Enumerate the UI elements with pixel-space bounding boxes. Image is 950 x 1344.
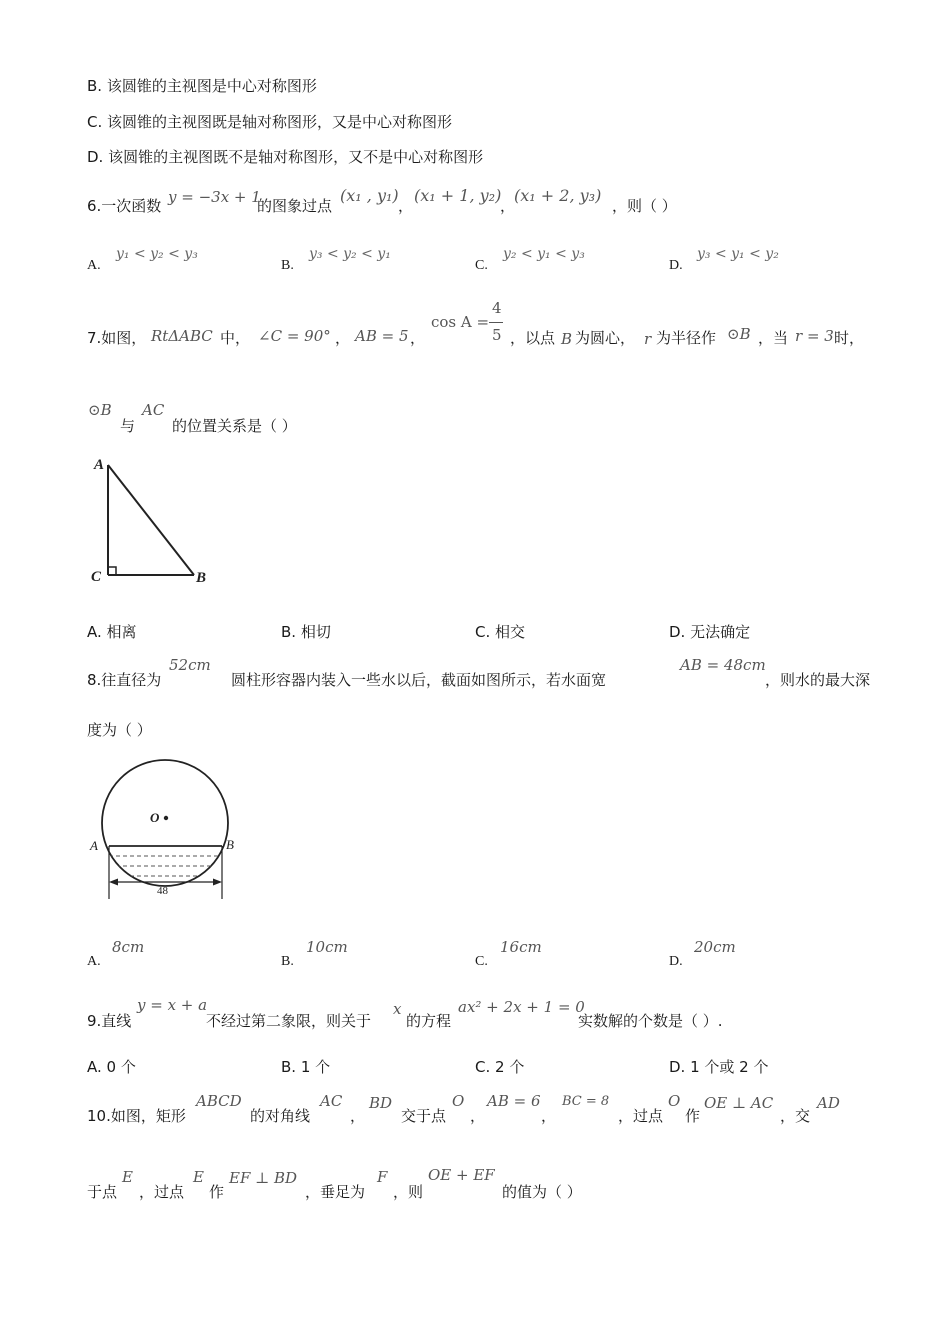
q10-ab-6: AB = 6 (487, 1092, 541, 1110)
q7-ac: AC (142, 401, 165, 419)
q6-comma-1: ， (398, 197, 414, 215)
q10-line2-a: 于点 (87, 1183, 118, 1201)
label-o: O (150, 810, 160, 825)
q9-equation: ax² + 2x + 1 = 0 (458, 998, 585, 1016)
container-circle (102, 760, 228, 886)
q9-mid: 不经过第二象限，则关于 (206, 1012, 372, 1030)
q7-prefix: 7.如图， (87, 329, 147, 347)
q7-r-equals-3: r = 3 (795, 327, 834, 345)
q9-option-b: B. 1 个 (281, 1058, 331, 1076)
q9-suffix: 实数解的个数是（ ）. (578, 1012, 723, 1030)
q10-line2-e: ，则 (393, 1183, 424, 1201)
q8-mid: 圆柱形容器内装入一些水以后，截面如图所示，若水面宽 (231, 671, 607, 689)
q10-text-4: ， (470, 1107, 486, 1125)
q10-bc-8: BC = 8 (562, 1094, 610, 1109)
q5-option-d: D. 该圆锥的主视图既不是轴对称图形，又不是中心对称图形 (87, 148, 484, 166)
q10-abcd: ABCD (196, 1092, 242, 1110)
q9-line: y = x + a (137, 996, 208, 1014)
q6-option-b-label: B. (281, 258, 294, 273)
center-point (164, 816, 168, 820)
q8-option-b-label: B. (281, 954, 294, 969)
label-a: A (90, 838, 98, 853)
q10-f: F (377, 1168, 388, 1186)
q10-oe-perp-ac: OE ⊥ AC (704, 1094, 774, 1112)
q7-question: 的位置关系是（ ） (172, 417, 297, 435)
q10-ac: AC (320, 1092, 343, 1110)
q8-option-a: 8cm (112, 938, 145, 956)
q7-cos: cos A = (431, 313, 490, 331)
q6-point-1: (x₁ , y₁) (340, 186, 399, 205)
q8-suffix: ，则水的最大深 (765, 671, 871, 689)
q8-option-d-label: D. (669, 954, 683, 969)
q8-circle-figure (82, 752, 242, 902)
q7-option-b: B. 相切 (281, 623, 331, 641)
q7-with: 与 (120, 417, 136, 435)
q8-prefix: 8.往直径为 (87, 671, 162, 689)
q8-option-b: 10cm (306, 938, 348, 956)
q10-text-7: 作 (685, 1107, 701, 1125)
q10-line2-c: 作 (209, 1183, 225, 1201)
q10-prefix: 10.如图，矩形 (87, 1107, 186, 1125)
q6-comma-2: ， (500, 197, 516, 215)
q10-text-5: ， (541, 1107, 557, 1125)
q7-triangle: RtΔABC (151, 327, 213, 345)
q7-text-7: ，当 (758, 329, 789, 347)
q6-function: y = −3x + 1 (168, 188, 261, 206)
width-label: 48 (157, 885, 168, 897)
q10-bd: BD (369, 1094, 393, 1112)
label-b: B (226, 837, 234, 852)
arrow-left-icon (109, 879, 118, 886)
q10-o: O (452, 1092, 465, 1110)
q7-ab: AB = 5 (355, 327, 409, 345)
q10-text-6: ，过点 (618, 1107, 664, 1125)
q6-mid: 的图象过点 (257, 197, 333, 215)
q10-text-3: 交于点 (401, 1107, 447, 1125)
q10-line2-end: 的值为（ ） (502, 1183, 582, 1201)
label-c: C (91, 569, 102, 585)
q9-option-c: C. 2 个 (475, 1058, 525, 1076)
q7-text-5: 为圆心， (575, 329, 636, 347)
q8-option-d: 20cm (694, 938, 736, 956)
q7-fraction-denominator: 5 (492, 326, 502, 344)
q7-text-8: 时， (834, 329, 865, 347)
label-a: A (94, 457, 105, 473)
label-b: B (196, 570, 207, 586)
q7-option-a: A. 相离 (87, 623, 137, 641)
q7-text-2: ， (335, 329, 351, 347)
q7-text-6: 为半径作 (656, 329, 717, 347)
side-ab (108, 465, 194, 575)
q7-radius: r (644, 330, 652, 348)
q6-option-c-label: C. (475, 258, 488, 273)
q7-text-1: 中， (220, 329, 251, 347)
q7-point-b: B (561, 330, 573, 348)
q10-e-2: E (193, 1168, 204, 1186)
q6-prefix: 6.一次函数 (87, 197, 162, 215)
q10-line2-b: ，过点 (139, 1183, 185, 1201)
q6-point-2: (x₁ + 1, y₂) (414, 186, 502, 205)
q7-text-4: ，以点 (510, 329, 556, 347)
q10-e: E (122, 1168, 133, 1186)
q8-option-a-label: A. (87, 954, 101, 969)
q7-angle: ∠C = 90° (258, 327, 331, 345)
q9-x: x (393, 1000, 402, 1018)
q6-suffix: ，则（ ） (612, 197, 677, 215)
arrow-right-icon (213, 879, 222, 886)
q10-text-8: ，交 (780, 1107, 811, 1125)
q9-mid-2: 的方程 (406, 1012, 452, 1030)
q6-option-c: y₂ < y₁ < y₃ (503, 246, 585, 262)
q6-option-d-label: D. (669, 258, 683, 273)
q6-option-a-label: A. (87, 258, 101, 273)
q7-fraction-numerator: 4 (492, 299, 502, 317)
q8-option-c: 16cm (500, 938, 542, 956)
q10-line2-d: ，垂足为 (305, 1183, 366, 1201)
q8-option-c-label: C. (475, 954, 488, 969)
q6-option-a: y₁ < y₂ < y₃ (116, 246, 198, 262)
q8-diameter: 52cm (169, 656, 211, 674)
q7-option-c: C. 相交 (475, 623, 526, 641)
q7-circle-b-2: ⊙B (88, 401, 112, 419)
q9-option-d: D. 1 个或 2 个 (669, 1058, 769, 1076)
q10-o-2: O (668, 1092, 681, 1110)
q10-ef-perp-bd: EF ⊥ BD (229, 1169, 298, 1187)
q8-ab: AB = 48cm (680, 656, 766, 674)
q6-option-d: y₃ < y₁ < y₂ (697, 246, 779, 262)
right-angle-mark (108, 567, 116, 575)
q6-option-b: y₃ < y₂ < y₁ (309, 246, 391, 262)
q9-prefix: 9.直线 (87, 1012, 132, 1030)
q7-option-d: D. 无法确定 (669, 623, 751, 641)
q7-fraction-bar (489, 322, 503, 323)
q10-text-1: 的对角线 (250, 1107, 311, 1125)
q10-oe-plus-ef: OE + EF (428, 1166, 495, 1184)
q10-ad: AD (817, 1094, 840, 1112)
q10-text-2: ， (350, 1107, 366, 1125)
q9-option-a: A. 0 个 (87, 1058, 136, 1076)
q7-text-3: ， (410, 329, 426, 347)
q7-circle-b: ⊙B (727, 325, 751, 343)
q6-point-3: (x₁ + 2, y₃) (514, 186, 602, 205)
q5-option-b: B. 该圆锥的主视图是中心对称图形 (87, 77, 317, 95)
q8-line-2: 度为（ ） (87, 721, 152, 739)
q5-option-c: C. 该圆锥的主视图既是轴对称图形，又是中心对称图形 (87, 113, 453, 131)
q7-triangle-figure (86, 453, 216, 588)
